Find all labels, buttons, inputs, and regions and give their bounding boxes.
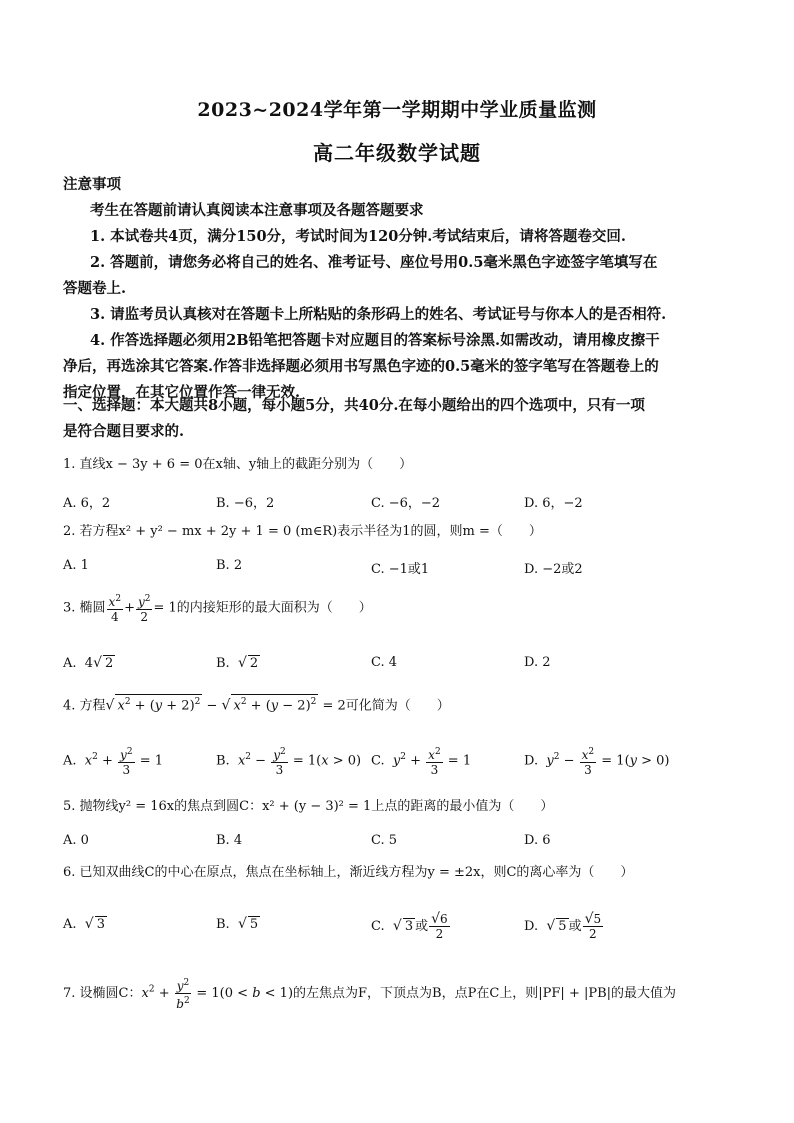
notes-item: 指定位置，在其它位置作答一律无效.: [63, 384, 301, 401]
fraction: $\frac{x^2}{4}$: [108, 594, 122, 624]
option-a: A. √ 3: [63, 916, 105, 932]
question-1-options: [63, 492, 743, 522]
option-c: C. 4: [371, 655, 398, 670]
question-3-suffix: 的内接矩形的最大面积为（ ）: [176, 600, 372, 616]
question-4-suffix: = 2可化简为（ ）: [322, 698, 450, 714]
option-d: D. $y^2$ − $\frac{x^2}{3}$ = 1(y > 0): [524, 747, 670, 777]
question-4-stem: 4. 方程√ $x^2 + (y + 2)^2$ − √ $x^2 + (y - 2)^2 = 2$可化简为（ ）: [63, 694, 743, 716]
option-c: C. −6，−2: [371, 496, 441, 511]
option-a: A. 1: [63, 558, 89, 573]
question-5-stem: 5. 抛物线y² = 16x的焦点到圆C：x² + (y − 3)² = 1上点的距离的最小值为（ ）: [63, 799, 554, 814]
option-a: A. 4√ 2: [63, 655, 114, 671]
question-2-options: [63, 558, 743, 588]
option-c: C. −1或1: [371, 562, 430, 577]
section-line: 一、选择题：本大题共8小题，每小题5分，共40分.在每小题给出的四个选项中，只有一项: [63, 397, 645, 414]
question-7-suffix: 的左焦点为F，下顶点为B，点P在C上，则|PF| + |PB|的最大值为: [293, 986, 677, 1001]
notes-item: 2. 答题前，请您务必将自己的姓名、准考证号、座位号用0.5毫米黑色字迹签字笔填写在: [90, 254, 658, 271]
section-line: 是符合题目要求的.: [63, 423, 185, 440]
exam-title: 2023~2024学年第一学期期中学业质量监测: [197, 99, 597, 121]
option-a: A. 6，2: [63, 496, 111, 511]
option-b: B. √ 2: [216, 655, 259, 671]
option-b: B. −6，2: [216, 496, 275, 511]
option-c: C. $y^2$ + $\frac{x^2}{3}$ = 1: [371, 747, 472, 777]
notes-item: 答题卷上.: [63, 280, 127, 297]
question-5-options: [63, 833, 743, 863]
notes-intro: 考生在答题前请认真阅读本注意事项及各题答题要求: [90, 202, 424, 219]
question-6-stem: 6. 已知双曲线C的中心在原点，焦点在坐标轴上，渐近线方程为y = ±2x，则C的离心率为（ ）: [63, 865, 634, 880]
question-6-options: [63, 912, 743, 952]
question-4-prefix: 4. 方程: [63, 698, 106, 714]
notes-item: 4. 作答选择题必须用2B铅笔把答题卡对应题目的答案标号涂黑.如需改动，请用橡皮擦干: [90, 332, 660, 349]
question-7-stem: 7. 设椭圆C：$x^2$ + $\frac{y^2}{b^2}$ = 1(0 < b < 1)的左焦点为F，下顶点为B，点P在C上，则|PF| + |PB|的最大值为: [63, 978, 677, 1011]
notes-item: 净后，再选涂其它答案.作答非选择题必须用书写黑色字迹的0.5毫米的签字笔写在答题卷上的: [63, 358, 659, 375]
option-d: D. √ 5 或 $\frac{√5}{2}$: [524, 911, 602, 941]
option-a: A. $x^2$ + $\frac{y^2}{3}$ = 1: [63, 747, 163, 777]
option-b: B. 2: [216, 558, 243, 573]
question-3-options: [63, 655, 743, 685]
question-2-stem: 2. 若方程x² + y² − mx + 2y + 1 = 0 (m∈R)表示半径为1的圆，则m =（ ）: [63, 524, 542, 539]
option-b: B. 4: [216, 833, 243, 848]
option-d: D. −2或2: [524, 562, 583, 577]
fraction: $\frac{y^2}{2}$: [137, 594, 151, 624]
option-c: C. 5: [371, 833, 398, 848]
option-c: C. √ 3 或 $\frac{√6}{2}$: [371, 911, 448, 941]
option-d: D. 6，−2: [524, 496, 583, 511]
question-4-options: [63, 745, 743, 775]
option-d: D. 6: [524, 833, 551, 848]
exam-subtitle: 高二年级数学试题: [313, 141, 481, 165]
option-b: B. √ 5: [216, 916, 259, 932]
notes-heading: 注意事项: [63, 176, 121, 193]
question-3-stem: 3. 椭圆 $\frac{x^2}{4}$ + $\frac{y^2}{2}$ = 1的内接矩形的最大面积为（ ）: [63, 594, 372, 624]
question-1-stem: 1. 直线x − 3y + 6 = 0在x轴、y轴上的截距分别为（ ）: [63, 457, 413, 472]
notes-block: [63, 172, 733, 406]
question-7-prefix: 7. 设椭圆C：: [63, 986, 142, 1001]
notes-item: 3. 请监考员认真核对在答题卡上所粘贴的条形码上的姓名、考试证号与你本人的是否相符.: [90, 306, 667, 323]
option-a: A. 0: [63, 833, 89, 848]
section-heading: [63, 393, 733, 445]
question-3-prefix: 3. 椭圆: [63, 600, 106, 616]
option-d: D. 2: [524, 655, 551, 670]
option-b: B. $x^2$ − $\frac{y^2}{3}$ = 1(x > 0): [216, 747, 362, 777]
notes-item: 1. 本试卷共4页，满分150分，考试时间为120分钟.考试结束后，请将答题卷交回.: [90, 228, 626, 245]
